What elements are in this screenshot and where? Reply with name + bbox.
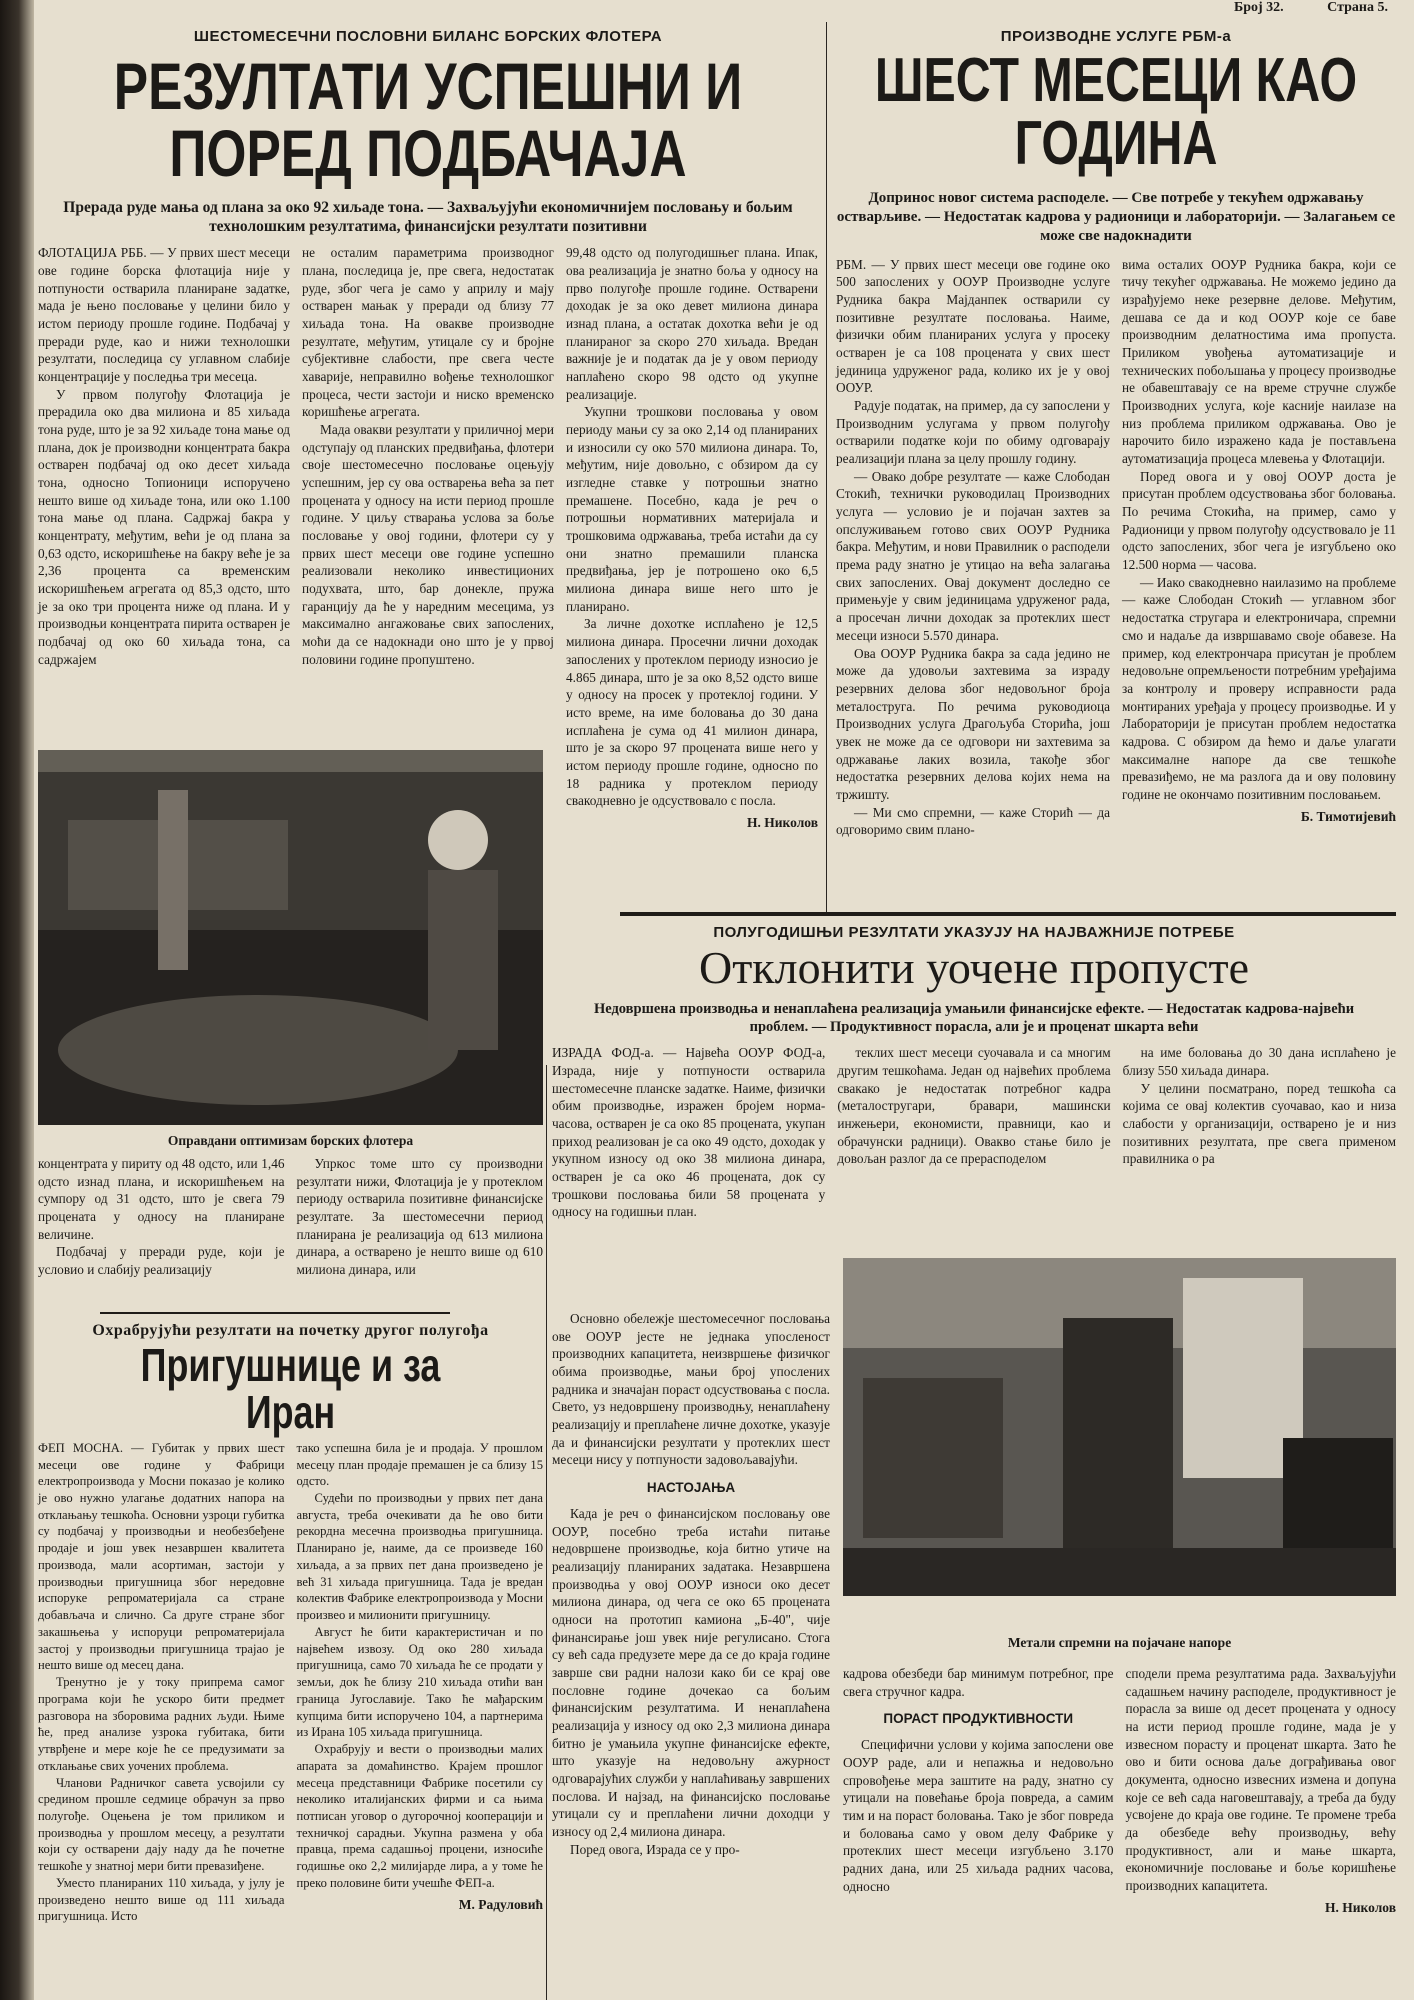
text-column xyxy=(1126,1665,1397,1917)
text-column xyxy=(38,244,290,704)
text-column xyxy=(297,1440,544,1925)
paragraph: У првом полугођу Флотација је прерадила око два милиона и 85 хиљада тона руде, што је за 92 хиљаде тона мање од плана, док је производни концентрата бакра остварен подбачај од око десет хиљада тона, односно Топионици испоручено нешто више од хиљаде тона, или око 1.100 тона мање од плана. Садржај бакра у концентрату, међутим, већи је од плана за 0,63 одсто, искоришћење на бакру веће је за 2,36 процента са временским искоришћењем агрегата од 85,3 одсто, што је за око три процента ниже од плана. И у производњи концентрата пирита остварен је подбачај од око 60 хиљада тона, са садржајем xyxy=(38,386,290,667)
paragraph: У целини посматрано, поред тешкоћа са којима се овај колектив суочавао, као и низа слабости у организацији, остварено је и низ позитивних резултата, пре свега применом правилника о ра xyxy=(1122,1080,1396,1167)
article-fod-lower xyxy=(843,1665,1396,1917)
column-rule xyxy=(826,22,827,912)
text-column xyxy=(837,1044,1110,1221)
text-column xyxy=(1123,1044,1396,1221)
paragraph: Основно обележје шестомесечног пословања ове ООУР јесте не једнака упосленост производних капацитета, неизвршење физичког обима производње, мањи број упослених радника и значајан пораст одсуствовања с посла. Свето, уз недовршену производњу, ненаплаћену реализацију и преплаћене личне дохотке, указује да и финансијски резултати у протеклих шест месеци нису у потпуности задовољавајући. xyxy=(552,1311,830,1468)
photo-flotation-worker xyxy=(38,750,543,1125)
paragraph: РБМ. — У првих шест месеци ове године око 500 запослених у ООУР Производне услуге Рудника бакра Мајданпек остварили су позитивне резултате пословања. Наиме, физички обим планираних услуга у просеку остварен је са 108 процената у свих шест јединица удруженог рада, колико их је у овој ООУР. xyxy=(836,256,1110,396)
text-column xyxy=(38,1155,285,1279)
section-divider xyxy=(620,912,1396,916)
paragraph: теклих шест месеци суочавала и са многим другим тешкоћама. Један од највећих проблема свакако је недостатак потребног кадра (металостругари, бравари, машински инжењери, економисти, правници, као и обрачунски радници). Овакво стање било је довољан разлог да се прерасподелом xyxy=(837,1045,1111,1167)
paragraph: Специфични услови у којима запослени ове ООУР раде, али и непажња и недовољно спровођење мера заштите на раду, знатно су утицали на повећање броја повреда, а самим тим и на пораст боловања. Тако је због повреда и боловања само у овом делу Фабрике у протеклих шест месеци изгубљено 3.170 радних дана, или 25 хиљада радних часова, односно xyxy=(843,1737,1114,1894)
article-signature: Н. Николов xyxy=(747,814,818,830)
paragraph: тако успешна била је и продаја. У прошлом месецу план продаје премашен је са близу 15 одсто. xyxy=(296,1440,543,1489)
article-fod xyxy=(552,920,1396,1221)
page-header xyxy=(1194,0,1388,16)
paragraph: ФЕП МОСНА. — Губитак у првих шест месеци ове године у Фабрици електропроизвода у Мосни показао је колико је ово нужно улагање додатних напора на отклањању тешкоћа. Основни узроци губитка су подбачај у производњи и необезбеђене продаје и још увек незавршен квалитета производа, мали асортиман, застоји у производњи пригушница због нередовне испоруке репроматеријала са стране добављача и слично. Са друге стране због закашњења у испоруци репроматеријала застој у производњи пригушница трајао је нешто више од месец дана. xyxy=(38,1440,285,1673)
issue-number: Број 32. xyxy=(1233,0,1284,15)
paragraph: ИЗРАДА ФОД-а. — Највећа ООУР ФОД-а, Израда, није у потпуности остварила шестомесечне планске задатке. Наиме, физички обим производње, изражен бројем норма-часова, остварен је са око 85 процената, укупан приход реализован је са око 49 одсто, доходак у укупном износу од око 38 милиона динара, остварен је са око 46 процената, док су трошкови пословања били 58 процената у односу на годишњи план. xyxy=(552,1045,826,1220)
article-chokes-iran xyxy=(38,1322,543,1925)
paragraph: не осталим параметрима производног плана, последица је, пре свега, недостатак руде, због чега је само у априлу и мају остварен мањак у преради од близу 77 хиљада тона. На овакве производне резултате, међутим, утицале су и бројне субјективне слабости, пре свега честе хаварије, неправилно вођење технолошког процеса, чести застоји и ниско временско коришћење агрегата. xyxy=(302,245,554,420)
paragraph: Упркос томе што су производни резултати нижи, Флотација је у протеклом периоду остварила позитивне финансијске резултате. За шестомесечни период планирана је реализација од 613 милиона динара, а остварено је нешто више од 610 милиона динара, или xyxy=(296,1156,543,1278)
paragraph: Укупни трошкови пословања у овом периоду мањи су за око 2,14 од планираних и износили су око 570 милиона динара. То, међутим, није довољно, с обзиром да су изгледне ставке у потрошњи знатно премашене. Посебно, када је реч о потрошњи нормативних материјала и трошковима одржавања, треба истаћи да су они знатно премашили планска предвиђања, јер је потрошено око 6,5 милиона динара више него што је планирано. xyxy=(566,404,818,614)
scan-binding-edge xyxy=(0,0,34,2000)
paragraph: Охрабрују и вести о производњи малих апарата за домаћинство. Крајем прошлог месеца представници Фабрике посетили су неколико италијанских фирми и са њима потписан уговор о дугорочној кооперацији и техничкој сарадњи. Укупна размена у оба правца, према садашњој процени, износиће годишње око 2,2 милијарде лира, а у томе ће преко половине бити учешће ФЕП-а. xyxy=(296,1742,543,1890)
text-column xyxy=(552,1310,830,1858)
text-column xyxy=(552,1044,825,1221)
article-body xyxy=(836,256,1396,876)
article-deck: Допринос новог система расподеле. — Све потребе у текућем одржавању остварљиве. — Недостатак кадрова у радионици и лабораторији. — Залагањем се може све надокнадити xyxy=(836,190,1396,244)
subheading: ПОРАСТ ПРОДУКТИВНОСТИ xyxy=(883,1711,1074,1727)
article-body xyxy=(38,1440,543,1925)
paragraph: Чланови Радничког савета усвојили су средином прошле седмице обрачун за прво полугође. Оцењена је том приликом и производња у прошлом месецу, а резултати који су остварени дају наду да ће почетне тешкоће у знатној мери бити превазиђене. xyxy=(38,1775,285,1874)
text-column xyxy=(1122,256,1396,876)
photo-factory-hall xyxy=(843,1258,1396,1596)
article-flotation-continued xyxy=(38,1155,543,1279)
paragraph: кадрова обезбеди бар минимум потребног, пре свега стручног кадра. xyxy=(843,1666,1114,1699)
paragraph: ФЛОТАЦИЈА РББ. — У првих шест месеци ове године борска флотација није у потпуности остварила планиране задатке, мада је њено пословање у целини било у истом периоду прошле године. Подбачај у преради руде, као и нижи технолошки резултати, последица су углавном слабије концентрације у последња три месеца. xyxy=(38,245,290,385)
paragraph: Тренутно је у току припрема самог програма који ће ускоро бити предмет разговора на зборовима радних људи. Њиме ће, пред анализе узрока губитака, бити утврђене и мере које ће се предузимати за отклањање свих уочених проблема. xyxy=(38,1675,285,1773)
article-kicker: ПОЛУГОДИШЊИ РЕЗУЛТАТИ УКАЗУЈУ НА НАЈВАЖНИЈЕ ПОТРЕБЕ xyxy=(713,924,1235,941)
text-column xyxy=(566,244,818,830)
photo-content xyxy=(38,750,543,1125)
text-column xyxy=(843,1665,1114,1917)
text-column xyxy=(38,1440,285,1925)
paragraph: Мада овакви резултати у приличној мери одступају од планских предвиђања, флотери своје шестомесечно пословање оцењују успешним, јер су ова остварења већа за пет процената у односу на исти период прошле године. У циљу стварања услова за боље пословање у овој години, флотери су у првих шест месеци ове године успешно реализовали неколико инвестиционих подухвата, што, бар донекле, пружа гаранцију да ће у наредним месецима, уз максимално ангажовање свих запослених, моћи да се надокнади оно што је у првој половини године пропуштено. xyxy=(302,422,554,667)
article-title: ШЕСТ МЕСЕЦИ КАО ГОДИНА xyxy=(874,46,1358,179)
article-signature: Н. Николов xyxy=(1325,1899,1396,1915)
article-body xyxy=(552,1044,1396,1221)
paragraph: За личне дохотке исплаћено је 12,5 милиона динара. Просечни лични доходак запослених у протеклом периоду износио је 4.865 динара, што је за око 8,52 одсто више у односу на просек у протеклој години. У исто време, на име боловања до 30 дана исплаћена је сума од 41 милион динара, што је за скоро 97 процената више него у истом периоду прошле године, односно по 18 радника у протеклом периоду свакодневно је одсуствовало с посла. xyxy=(566,616,818,809)
article-title: Пригушнице и за Иран xyxy=(140,1339,441,1438)
article-production-services xyxy=(836,22,1396,876)
paragraph: Поред овога, Израда се у про- xyxy=(570,1841,740,1857)
paragraph: на име боловања до 30 дана исплаћено је близу 550 хиљада динара. xyxy=(1122,1045,1396,1078)
text-column xyxy=(302,244,554,704)
photo-caption: Оправдани оптимизам борских флотера xyxy=(167,1133,414,1148)
article-deck: Прерада руде мања од плана за око 92 хиљаде тона. — Захваљујући економичнијем пословању и бољим технолошким резултатима, финансијски резултати позитивни xyxy=(63,198,793,235)
paragraph: Поред овога и у овој ООУР доста је присутан проблем одсуствовања због боловања. По речима Стокића, на пример, само у Радионици у првом полугођу одсуствовало је 11 одсто запослених, због чега је изгубљено око 12.500 норма — часова. xyxy=(1122,468,1396,573)
photo-content xyxy=(843,1258,1396,1596)
article-fod-column-1 xyxy=(552,1310,830,1858)
article-body xyxy=(38,1155,543,1279)
paragraph: — Ми смо спремни, — каже Сторић — да одговоримо свим плано- xyxy=(836,804,1110,838)
section-divider xyxy=(100,1312,450,1314)
text-column xyxy=(836,256,1110,876)
text-column xyxy=(297,1155,544,1279)
paragraph: — Иако свакодневно наилазимо на проблеме — каже Слободан Стокић — углавном због недостатка стругара и електроничара, спремни смо и надаље да извршавамо своје обавезе. На пример, код електрончара присутан је проблем недовољне опремљености потребним уређајима за контролу и проверу исправности рада монтираних уређаја у процесу производње. И у Лабораторији је присутан проблем недостатка кадрова. С обзиром да ћемо и даље улагати максималне напоре да све тешкоће превазиђемо, не ма разлога да и ову половину године не окончамо позитивним пословањем. xyxy=(1122,574,1396,802)
article-deck: Недовршена производња и ненаплаћена реализација умањили финансијске ефекте. — Недостатак кадрова-највећи проблем. — Продуктивност порасла, али је и проценат шкарта већи xyxy=(593,1000,1355,1036)
subheading: НАСТОЈАЊА xyxy=(646,1480,736,1496)
article-kicker: ПРОИЗВОДНЕ УСЛУГЕ РБМ-а xyxy=(1000,28,1232,45)
article-kicker: ШЕСТОМЕСЕЧНИ ПОСЛОВНИ БИЛАНС БОРСКИХ ФЛОТЕРА xyxy=(193,28,663,45)
paragraph: сподели према резултатима рада. Захваљујући садашњем начину расподеле, продуктивност је порасла за више од десет процената у односу на исти период прошле године, мада је у извесном порасту и проценат шкарта. Зато ће ово и бити основа даље дограђивања овог документа, односно извесних измена и допуна које се већ сада наговештавају, а треба да буду усвојене до краја ове године. Те промене треба да обезбеде већу производњу, већу продуктивност, али и мање шкарта, економичније пословање и боље коришћење производних капацитета. xyxy=(1125,1666,1396,1894)
paragraph: Ова ООУР Рудника бакра за сада једино не може да удовољи захтевима за израду резервних делова због недовољног броја металоструга. По речима руководиоца Производних услуга Драгољуба Сторића, још увек не може да се одговори ни захтевима за одржавање лаких возила, такође због недостатка резервних делова којих нема на тржишту. xyxy=(836,645,1110,802)
paragraph: вима осталих ООУР Рудника бакра, који се тичу текућег одржавања. Не можемо једино да израђујемо неке резервне делове. Међутим, дешава се да и код ООУР које се баве производним делатностима има пропуста. Приликом увођења аутоматизације и технических побољшања у процесу производње не обавештавају се на време стручне службе Производних услуга, које касније наилазе на низ проблема приликом одржавања. Ово је нарочито било изражено када је постављена аутоматизација процеса млевења у Флотацији. xyxy=(1122,256,1396,467)
paragraph: Август ће бити карактеристичан и по највећем извозу. Од око 280 хиљада пригушница, само 70 хиљада ће се продати у земљи, док ће близу 210 хиљада отићи ван граница Југославије. Тако ће мађарским купцима бити испоручено 104, а партнерима из Ирана 105 хиљада пригушница. xyxy=(296,1624,543,1740)
article-body xyxy=(843,1665,1396,1917)
article-title: РЕЗУЛТАТИ УСПЕШНИ И ПОРЕД ПОДБАЧАЈА xyxy=(113,49,743,191)
column-rule xyxy=(546,1065,547,2000)
paragraph: 99,48 одсто од полугодишњег плана. Ипак, ова реализација је знатно боља у односу на прво полугође прошле године. Остварени доходак је за око девет милиона динара изнад плана, а остатак дохотка већи је од планираног за скоро 270 хиљада. Вредан важније је и податак да је у овом периоду наплаћено скоро 98 одсто од укупне реализације. xyxy=(566,245,818,402)
paragraph: Када је реч о финансијском пословању ове ООУР, посебно треба истаћи питање недовршене производње, која битно утиче на реализацију планираних задатака. Незавршена производња у овој ООУР износи око десет милиона динара, од чега се око 65 процената односи на прототип камиона „Б-40", чије финансирање још увек није регулисано. Стога су већ сада предузете мере да се до краја године заврше сви радни налози како би се крај ове пословне године дочекао са бољим финансијским резултатима. И ненаплаћена реализација у износу од око 2,3 милиона динара битно је умањила укупне финансијске ефекте, што указује на недовољну ажурност одговарајућих служби у наплаћивању завршених послова. И најзад, на финансијско пословање утицали су и преплаћени лични доходци у износу од 2,4 милиона динара. xyxy=(552,1506,830,1840)
article-signature: М. Радуловић xyxy=(458,1896,543,1912)
article-title: Отклонити уочене пропусте xyxy=(698,942,1249,993)
page-number: Страна 5. xyxy=(1327,0,1388,15)
article-body xyxy=(38,244,818,830)
paragraph: — Овако добре резултате — каже Слободан Стокић, технички руководилац Производних услуга — условио је и појачан захтев за опслуживањем готово свих ООУР Рудника бакра. Међутим, и нови Правилник о расподели према раду знатно је утицао на већа залагања свих запослених. Овај документ доследно се примењује у свим јединицама удруженог рада, а просечан лични доходак за протеклих шест месеци износи 5.570 динара. xyxy=(836,468,1110,643)
paragraph: Уместо планираних 110 хиљада, у јулу је произведено нешто више од 111 хиљада пригушница. Исто xyxy=(38,1875,285,1924)
paragraph: Подбачај у преради руде, који је условио и слабију реализацију xyxy=(38,1244,285,1278)
article-kicker: Охрабрујући резултати на почетку другог полугођа xyxy=(92,1322,489,1339)
paragraph: Радује податак, на пример, да су запослени у Производним услугама у првом полугођу остварили податке који по обиму одговарају реализацији плана за целу прошлу годину. xyxy=(836,398,1110,467)
photo-caption: Метали спремни на појачане напоре xyxy=(1007,1635,1232,1650)
article-flotation xyxy=(38,22,818,830)
paragraph: Судећи по производњи у првих пет дана августа, треба очекивати да ће ово бити рекордна месечна производња пригушница. Планирано је, наиме, да се произведе 160 хиљада, а за првих пет дана произведено је већ 31 хиљада пригушница. Тада је вредан колектив Фабрике електропроизвода у Мосни произвео и милионити пригушницу. xyxy=(296,1491,543,1623)
article-signature: Б. Тимотијевић xyxy=(1300,808,1396,824)
paragraph: концентрата у пириту од 48 одсто, или 1,46 одсто изнад плана, и искоришћењем на сумпору од 31 одсто, што је свега 79 процената у односу на планиране величине. xyxy=(38,1156,285,1242)
